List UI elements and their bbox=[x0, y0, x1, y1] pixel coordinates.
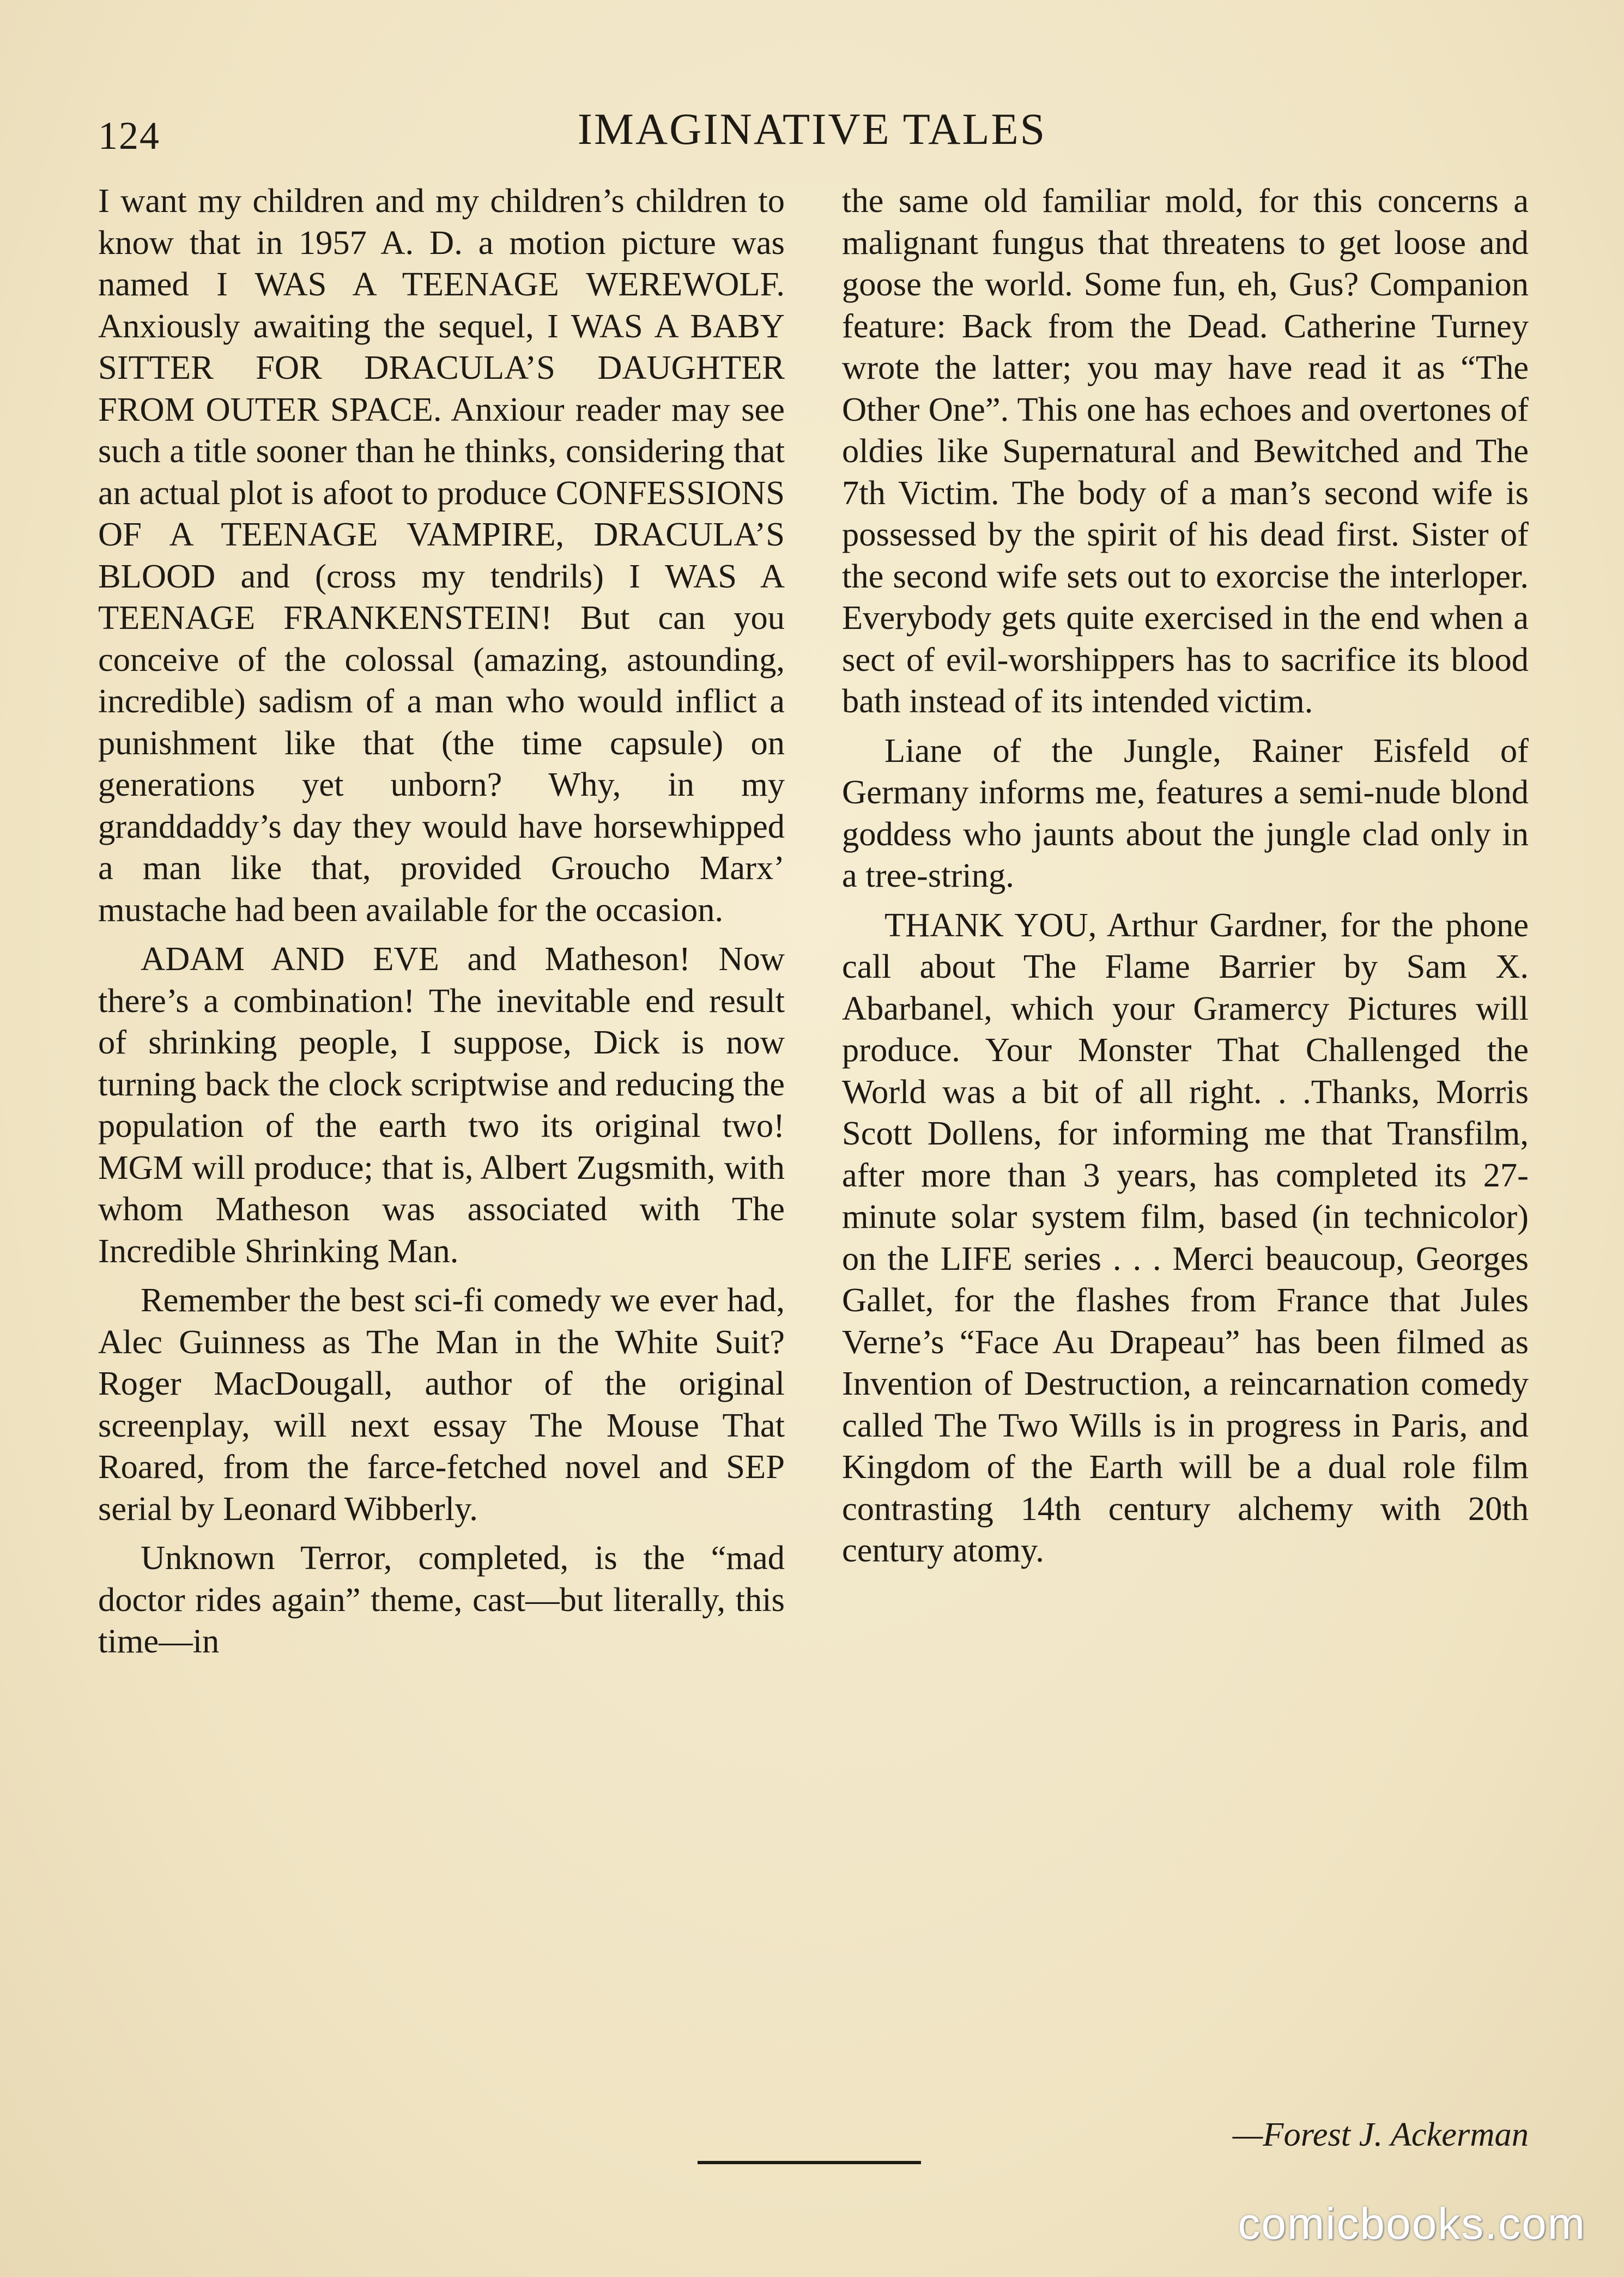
author-byline: —Forest J. Ackerman bbox=[1232, 2115, 1529, 2153]
page-header bbox=[98, 104, 1526, 163]
paragraph-adam-and-eve: ADAM AND EVE and Matheson! Now there’s a combination! The inevitable end result of shrinking people, I suppose, Dick is now turning back the clock scriptwise and reducing the population of the earth two its original two! MGM will produce; that is, Albert Zugsmith, with whom Matheson was associated with The Incredible Shrinking Man. bbox=[98, 940, 785, 1270]
running-title: IMAGINATIVE TALES bbox=[577, 104, 1047, 154]
left-column bbox=[98, 180, 785, 1662]
right-column bbox=[842, 180, 1529, 1571]
paragraph-time-capsule: I want my children and my children’s children to know that in 1957 A. D. a motion picture was named I WAS A TEENAGE WEREWOLF. Anxiously awaiting the sequel, I WAS A BABY SITTER FOR DRACULA’S DAUGHTER FROM OUTER SPACE. Anxiour reader may see such a title sooner than he thinks, considering that an actual plot is afoot to produce CONFESSIONS OF A TEENAGE VAMPIRE, DRACULA’S BLOOD and (cross my tendrils) I WAS A TEENAGE FRANKENSTEIN! But can you conceive of the colossal (amazing, astounding, incredible) sadism of a man who would inflict a punishment like that (the time capsule) on generations yet unborn? Why, in my granddaddy’s day they would have horsewhipped a man like that, provided Groucho Marx’ mustache had been available for the occasion. bbox=[98, 181, 785, 929]
page-number: 124 bbox=[98, 114, 160, 158]
end-rule bbox=[698, 2161, 921, 2164]
paragraph-unknown-terror: Unknown Terror, completed, is the “mad doctor rides again” theme, cast—but literally, this time—in bbox=[98, 1539, 785, 1660]
paragraph-white-suit: Remember the best sci-fi comedy we ever had, Alec Guinness as The Man in the White Suit? Roger MacDougall, author of the original screenplay, will next essay The Mouse That Roared, from the farce-fetched novel and SEP serial by Leonard Wibberly. bbox=[98, 1281, 785, 1528]
paragraph-liane: Liane of the Jungle, Rainer Eisfeld of Germany informs me, features a semi-nude blond goddess who jaunts about the jungle clad only in a tree-string. bbox=[842, 731, 1529, 894]
site-watermark: comicbooks.com bbox=[1238, 2199, 1586, 2249]
paragraph-thank-you: THANK YOU, Arthur Gardner, for the phone call about The Flame Barrier by Sam X. Abarbanel, which your Gramercy Pictures will produce. Your Monster That Challenged the World was a bit of all right. . .Thanks, Morris Scott Dollens, for informing me that Transfilm, after more than 3 years, has completed its 27-minute solar system film, based (in technicolor) on the LIFE series . . . Merci beaucoup, Georges Gallet, for the flashes from France that Jules Verne’s “Face Au Drapeau” has been filmed as Invention of Destruction, a reincarnation comedy called The Two Wills is in progress in Paris, and Kingdom of the Earth will be a dual role film contrasting 14th century alchemy with 20th century atomy. bbox=[842, 905, 1529, 1569]
paragraph-fungus: the same old familiar mold, for this concerns a malignant fungus that threatens to get loose and goose the world. Some fun, eh, Gus? Companion feature: Back from the Dead. Catherine Turney wrote the latter; you may have read it as “The Other One”. This one has echoes and overtones of oldies like Supernatural and Bewitched and The 7th Victim. The body of a man’s second wife is possessed by the spirit of his dead first. Sister of the second wife sets out to exorcise the interloper. Everybody gets quite exercised in the end when a sect of evil-worshippers has to sacrifice its blood bath instead of its intended victim. bbox=[842, 181, 1529, 720]
